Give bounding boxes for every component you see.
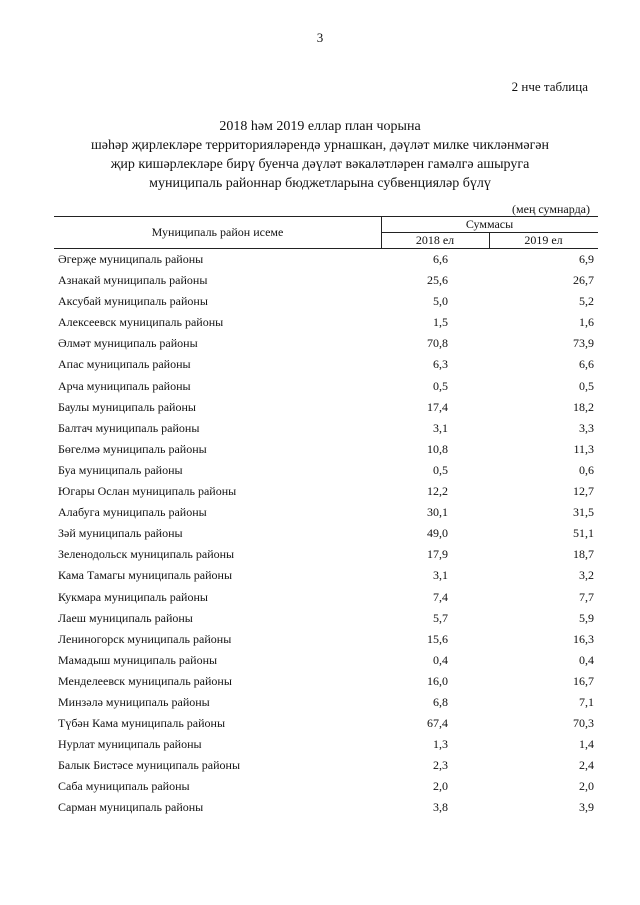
title-line: 2018 һәм 2019 еллар план чорына <box>219 119 421 134</box>
table-row <box>58 481 594 502</box>
table-row <box>58 270 594 291</box>
table-row <box>58 418 594 439</box>
table-row <box>58 713 594 734</box>
row-name: Лаеш муниципаль районы <box>58 610 193 625</box>
header-sum: Суммасы <box>381 217 598 233</box>
row-value-2019: 1,4 <box>579 737 594 752</box>
table-row <box>58 608 594 629</box>
row-value-2018: 3,1 <box>433 568 448 583</box>
table-row <box>58 755 594 776</box>
row-name: Түбән Кама муниципаль районы <box>58 716 226 731</box>
row-value-2018: 49,0 <box>427 526 448 541</box>
row-name: Алабуга муниципаль районы <box>58 505 207 520</box>
table-title <box>60 117 580 193</box>
row-value-2019: 5,2 <box>579 294 594 309</box>
row-value-2019: 7,1 <box>579 694 594 709</box>
table-row <box>58 671 594 692</box>
row-name: Балтач муниципаль районы <box>58 420 200 435</box>
row-name: Әгерҗе муниципаль районы <box>58 252 204 266</box>
row-value-2019: 11,3 <box>573 441 594 456</box>
row-value-2018: 5,7 <box>433 610 448 625</box>
row-value-2018: 25,6 <box>427 273 448 288</box>
row-value-2019: 0,6 <box>579 462 594 477</box>
row-value-2019: 6,9 <box>579 252 594 266</box>
header-year-2019: 2019 ел <box>524 233 563 247</box>
row-value-2018: 1,3 <box>433 737 448 752</box>
row-name: Апас муниципаль районы <box>58 357 191 372</box>
row-name: Югары Ослан муниципаль районы <box>58 484 237 499</box>
row-value-2019: 16,3 <box>573 631 594 646</box>
table-header <box>54 216 598 249</box>
row-value-2019: 18,2 <box>573 399 594 414</box>
table-row <box>58 291 594 312</box>
table-row <box>58 797 594 818</box>
row-value-2018: 70,8 <box>427 336 448 351</box>
table-row <box>58 650 594 671</box>
table-row <box>58 333 594 354</box>
row-name: Буа муниципаль районы <box>58 462 183 477</box>
row-value-2018: 7,4 <box>433 589 448 604</box>
row-name: Лениногорск муниципаль районы <box>58 631 232 646</box>
row-value-2019: 3,3 <box>579 420 594 435</box>
table-row <box>58 544 594 565</box>
row-name: Кукмара муниципаль районы <box>58 589 208 604</box>
row-name: Нурлат муниципаль районы <box>58 737 202 752</box>
row-name: Менделеевск муниципаль районы <box>58 673 232 688</box>
row-name: Кама Тамагы муниципаль районы <box>58 568 233 583</box>
row-name: Зеленодольск муниципаль районы <box>58 547 235 562</box>
header-name-column: Муниципаль район исеме <box>54 217 382 248</box>
table-row <box>58 312 594 333</box>
table-row <box>58 734 594 755</box>
page-number: 3 <box>316 30 324 45</box>
row-value-2019: 12,7 <box>573 484 594 499</box>
row-value-2019: 31,5 <box>573 505 594 520</box>
row-name: Баулы муниципаль районы <box>58 399 196 414</box>
row-value-2018: 0,5 <box>433 378 448 393</box>
row-name: Аксубай муниципаль районы <box>58 294 208 309</box>
row-value-2019: 2,0 <box>579 779 594 794</box>
table-row <box>58 354 594 375</box>
row-value-2019: 18,7 <box>573 547 594 562</box>
title-line: муниципаль районнар бюджетларына субвенцияләр бүлү <box>149 176 491 191</box>
row-value-2019: 0,4 <box>579 652 594 667</box>
row-value-2018: 12,2 <box>427 484 448 499</box>
row-value-2019: 1,6 <box>579 315 594 330</box>
row-value-2018: 3,1 <box>433 420 448 435</box>
table-row <box>58 587 594 608</box>
row-value-2018: 17,9 <box>427 547 448 562</box>
row-value-2018: 6,8 <box>433 694 448 709</box>
row-value-2018: 17,4 <box>427 399 448 414</box>
row-value-2018: 30,1 <box>427 505 448 520</box>
header-year-2018: 2018 ел <box>381 232 490 248</box>
row-value-2019: 3,9 <box>579 800 594 815</box>
row-name: Минзәлә муниципаль районы <box>58 694 210 709</box>
row-value-2019: 16,7 <box>573 673 594 688</box>
row-name: Мамадыш муниципаль районы <box>58 652 218 667</box>
row-value-2018: 2,0 <box>433 779 448 794</box>
table-row <box>58 776 594 797</box>
row-name: Арча муниципаль районы <box>58 378 191 393</box>
row-value-2018: 0,4 <box>433 652 448 667</box>
row-value-2018: 3,8 <box>433 800 448 815</box>
row-value-2019: 26,7 <box>573 273 594 288</box>
table-row <box>58 692 594 713</box>
row-name: Алексеевск муниципаль районы <box>58 315 224 330</box>
table-row <box>58 523 594 544</box>
row-name: Зәй муниципаль районы <box>58 526 183 541</box>
row-value-2018: 10,8 <box>427 441 448 456</box>
row-value-2018: 5,0 <box>433 294 448 309</box>
title-line: җир кишәрлекләре бирү буенча дәүләт вәкаләтләрен гамәлгә ашыруга <box>110 157 530 172</box>
row-value-2019: 73,9 <box>573 336 594 351</box>
row-name: Азнакай муниципаль районы <box>58 273 208 288</box>
row-name: Балык Бистәсе муниципаль районы <box>58 758 241 773</box>
row-name: Бөгелмә муниципаль районы <box>58 441 207 456</box>
table-body <box>58 249 594 819</box>
row-value-2019: 0,5 <box>579 378 594 393</box>
units-label: (мең сумнарда) <box>512 202 590 216</box>
row-name: Саба муниципаль районы <box>58 779 190 794</box>
table-row <box>58 397 594 418</box>
table-row <box>58 460 594 481</box>
row-value-2018: 0,5 <box>433 462 448 477</box>
row-value-2019: 7,7 <box>579 589 594 604</box>
table-row <box>58 502 594 523</box>
row-name: Сарман муниципаль районы <box>58 800 204 815</box>
row-value-2019: 2,4 <box>579 758 594 773</box>
row-value-2019: 70,3 <box>573 716 594 731</box>
table-row <box>58 565 594 586</box>
row-value-2018: 6,6 <box>433 252 448 266</box>
row-value-2018: 67,4 <box>427 716 448 731</box>
table-row <box>58 249 594 270</box>
table-row <box>58 629 594 650</box>
row-value-2019: 3,2 <box>579 568 594 583</box>
row-value-2018: 2,3 <box>433 758 448 773</box>
table-row <box>58 439 594 460</box>
row-value-2019: 6,6 <box>579 357 594 372</box>
row-value-2019: 51,1 <box>573 526 594 541</box>
table-number: 2 нче таблица <box>511 79 588 94</box>
row-value-2018: 15,6 <box>427 631 448 646</box>
row-value-2018: 1,5 <box>433 315 448 330</box>
table-row <box>58 376 594 397</box>
row-value-2019: 5,9 <box>579 610 594 625</box>
row-value-2018: 16,0 <box>427 673 448 688</box>
title-line: шәһәр җирлекләре территорияләрендә урнашкан, дәүләт милке чикләнмәгән <box>90 138 550 153</box>
row-name: Әлмәт муниципаль районы <box>58 336 198 351</box>
row-value-2018: 6,3 <box>433 357 448 372</box>
